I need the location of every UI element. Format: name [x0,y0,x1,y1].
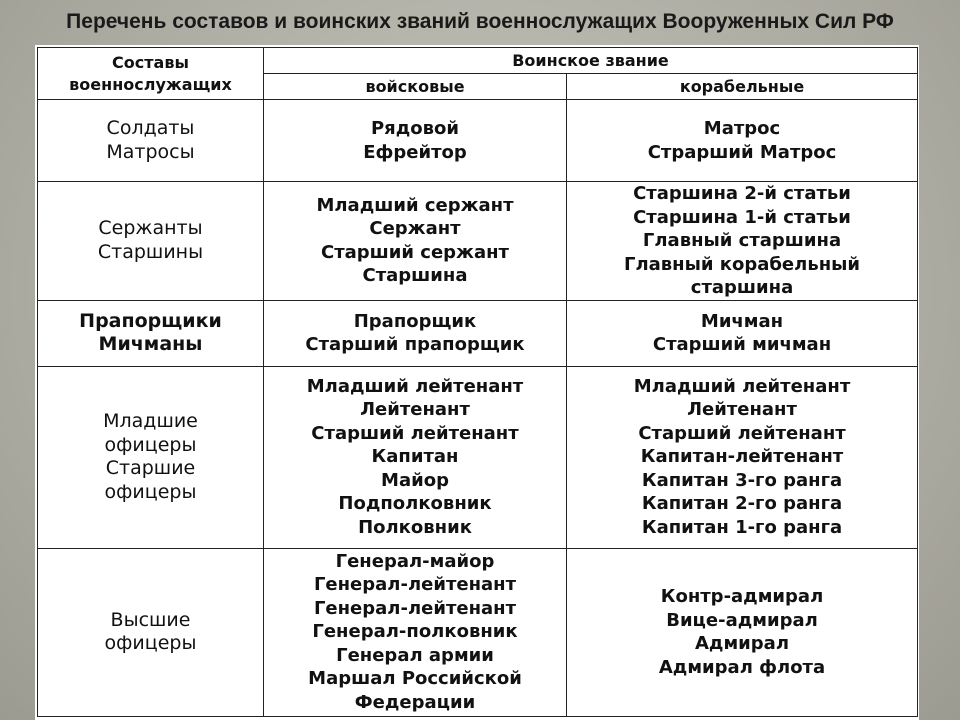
army-rank: Рядовой [370,118,460,139]
category-line: Сержанты [98,217,203,240]
header-compositions-line: Составы [112,52,189,72]
table-row [38,366,918,548]
army-rank-cell [264,182,567,301]
army-rank-cell [264,300,567,366]
header-rank: Воинское звание [264,48,918,74]
army-rank: Младший сержант [316,194,514,216]
navy-rank: Капитан 2-го ранга [641,493,843,515]
army-rank: Федерации [354,691,476,713]
navy-rank: Матрос [703,118,781,139]
army-rank: Майор [381,469,449,491]
navy-rank: Старший лейтенант [638,422,846,444]
army-rank: Ефрейтор [363,141,467,163]
army-rank: Генерал-майор [335,550,495,572]
navy-rank-cell [567,182,918,301]
navy-rank-cell [567,366,918,548]
army-rank: Подполковник [338,493,492,515]
navy-rank: Страрший Матрос [647,141,837,163]
category-line: Солдаты [106,117,195,139]
army-rank: Прапорщик [353,310,477,332]
category-block-junior [38,410,263,457]
category-line: Матросы [106,140,195,163]
slide-title: Перечень составов и воинских званий военнослужащих Вооруженных Сил РФ [66,10,894,33]
army-rank: Старший лейтенант [311,422,519,444]
header-army: войсковые [264,74,567,100]
table-row [38,548,918,716]
navy-rank: старшина [690,277,794,298]
navy-rank-cell [567,300,918,366]
category-line: Мичманы [98,333,203,355]
navy-rank: Мичман [700,310,784,332]
navy-rank: Старшина 1-й статьи [633,206,851,228]
table-row [38,300,918,366]
category-line: офицеры [104,480,197,503]
army-rank: Младший лейтенант [306,375,524,397]
navy-rank: Адмирал [695,633,790,654]
army-rank: Генерал-лейтенант [313,597,517,619]
category-cell [38,100,264,182]
navy-rank: Контр-адмирал [660,586,824,607]
category-line: Старшины [97,240,204,263]
army-rank: Полковник [358,516,472,538]
navy-rank: Лейтенант [687,399,797,421]
ranks-table [37,47,918,717]
navy-rank: Адмирал флота [658,656,826,678]
navy-rank: Капитан 3-го ранга [641,469,843,491]
navy-rank: Старшина 2-й статьи [633,183,851,204]
table-row [38,182,918,301]
category-line: офицеры [104,433,197,456]
category-line: Высшие [110,608,191,631]
category-cell [38,182,264,301]
navy-rank: Младший лейтенант [633,375,851,397]
navy-rank: Капитан-лейтенант [640,446,844,468]
category-line: офицеры [104,632,197,654]
army-rank: Старший сержант [321,241,509,263]
army-rank: Сержант [369,218,461,240]
navy-rank: Капитан 1-го ранга [641,516,843,538]
category-cell [38,300,264,366]
header-row [38,48,918,74]
header-navy: корабельные [567,74,918,100]
army-rank-cell [264,366,567,548]
army-rank: Лейтенант [360,399,470,421]
category-line: Младшие [103,410,198,432]
category-line: Старшие [105,457,196,479]
army-rank: Старшина [362,265,468,287]
category-line: Прапорщики [79,309,222,332]
army-rank-cell [264,548,567,716]
navy-rank: Старший мичман [652,334,832,355]
navy-rank-cell [567,548,918,716]
navy-rank: Главный старшина [642,230,842,251]
navy-rank: Вице-адмирал [666,609,818,631]
category-block-senior [38,457,263,504]
navy-rank-cell [567,100,918,182]
category-cell [38,548,264,716]
header-compositions [38,48,264,100]
army-rank: Генерал-лейтенант [313,574,517,596]
army-rank: Старший прапорщик [305,334,525,355]
army-rank: Генерал армии [336,644,494,666]
category-cell [38,366,264,548]
army-rank: Генерал-полковник [312,621,518,643]
navy-rank: Главный корабельный [623,253,861,275]
army-rank: Капитан [371,446,459,468]
table-row [38,100,918,182]
army-rank: Маршал Российской [308,668,522,690]
header-compositions-line: военнослужащих [69,74,232,94]
army-rank-cell [264,100,567,182]
